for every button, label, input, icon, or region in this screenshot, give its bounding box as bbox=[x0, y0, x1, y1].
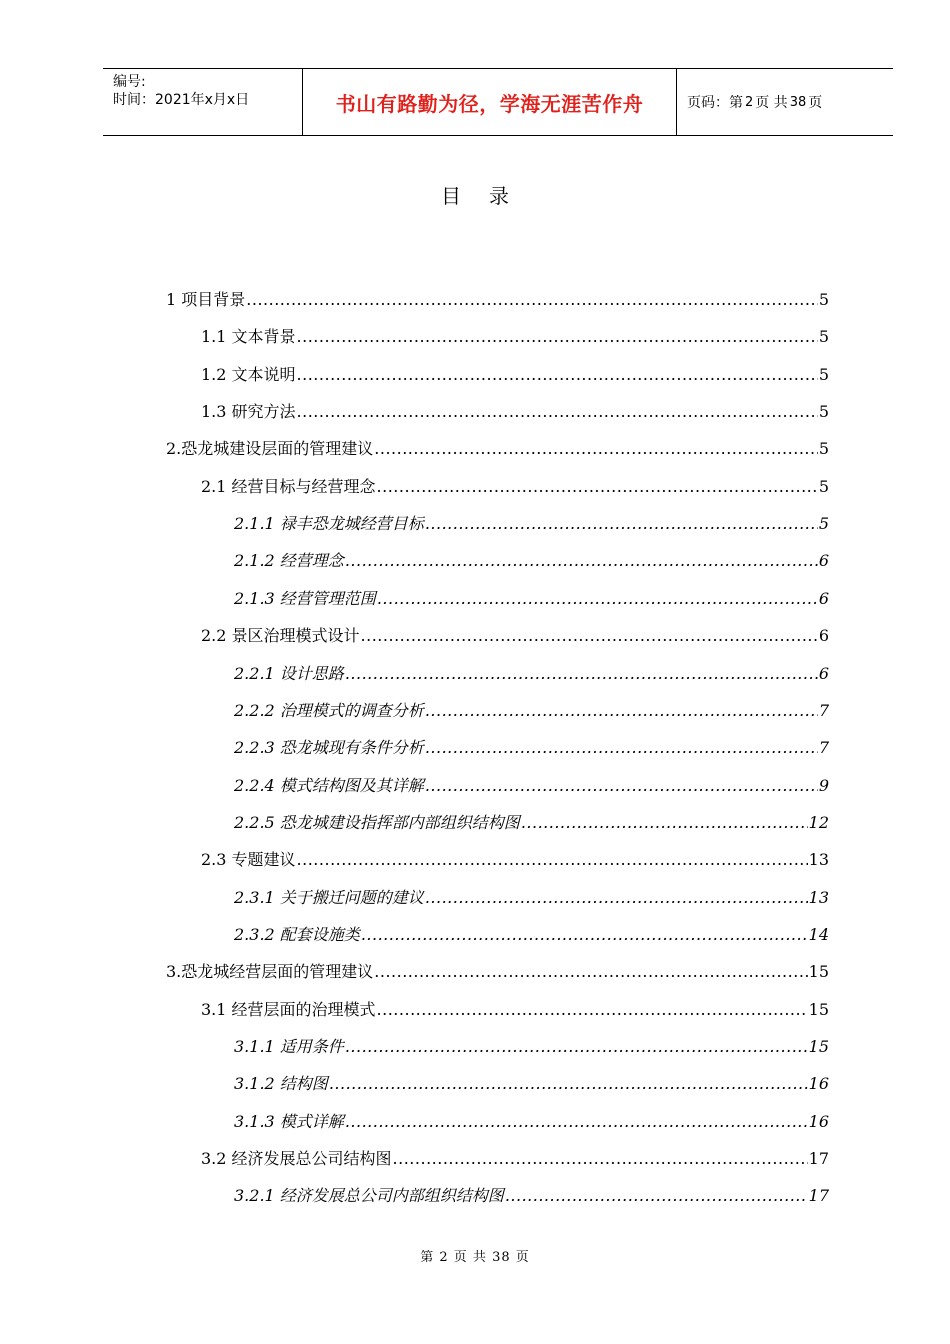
toc-entry[interactable] bbox=[166, 437, 829, 461]
toc-entry[interactable] bbox=[234, 699, 829, 723]
toc-leader-dots bbox=[521, 811, 808, 835]
toc-entry-page: 5 bbox=[818, 402, 829, 422]
toc-entry-page: 6 bbox=[818, 551, 829, 571]
toc-entry[interactable] bbox=[201, 624, 829, 648]
toc-entry-label: 1.1 文本背景 bbox=[201, 327, 296, 347]
toc-entry[interactable] bbox=[234, 736, 829, 760]
toc-entry[interactable] bbox=[201, 325, 829, 349]
toc-entry-label: 1.2 文本说明 bbox=[201, 364, 296, 384]
toc-leader-dots bbox=[425, 774, 818, 798]
toc-leader-dots bbox=[393, 1147, 808, 1171]
toc-leader-dots bbox=[425, 512, 818, 536]
page-header bbox=[103, 68, 893, 136]
toc-entry-label: 2.1.1 禄丰恐龙城经营目标 bbox=[234, 514, 424, 534]
toc-leader-dots bbox=[345, 549, 818, 573]
toc-entry[interactable] bbox=[234, 811, 829, 835]
header-page-total: 38 bbox=[789, 94, 807, 110]
toc-leader-dots bbox=[246, 288, 818, 312]
toc-leader-dots bbox=[425, 886, 808, 910]
toc-entry-label: 2.3.1 关于搬迁问题的建议 bbox=[234, 887, 424, 907]
header-page-suffix: 页 bbox=[808, 95, 823, 111]
toc-entry[interactable] bbox=[166, 960, 829, 984]
toc-entry[interactable] bbox=[234, 774, 829, 798]
toc-leader-dots bbox=[374, 960, 807, 984]
footer-prefix: 第 bbox=[420, 1250, 435, 1265]
toc-leader-dots bbox=[297, 325, 818, 349]
toc-entry[interactable] bbox=[234, 923, 829, 947]
toc-entry-page: 5 bbox=[818, 327, 829, 347]
toc-entry-page: 9 bbox=[818, 775, 829, 795]
toc-entry-page: 14 bbox=[808, 924, 829, 944]
toc-entry[interactable] bbox=[201, 848, 829, 872]
toc-entry-page: 7 bbox=[818, 738, 829, 758]
toc-entry[interactable] bbox=[234, 587, 829, 611]
toc-leader-dots bbox=[377, 998, 808, 1022]
toc-leader-dots bbox=[425, 699, 818, 723]
toc-entry[interactable] bbox=[234, 1110, 829, 1134]
footer-total: 38 bbox=[492, 1250, 511, 1265]
toc-entry[interactable] bbox=[234, 512, 829, 536]
header-motto: 书山有路勤为径，学海无涯苦作舟 bbox=[303, 69, 677, 135]
toc-leader-dots bbox=[345, 1110, 808, 1134]
footer-current: 2 bbox=[439, 1250, 449, 1265]
toc-entry[interactable] bbox=[201, 400, 829, 424]
page-title: 目录 bbox=[441, 184, 537, 208]
toc-entry-label: 3.2 经济发展总公司结构图 bbox=[201, 1149, 392, 1169]
toc-entry-label: 3.1 经营层面的治理模式 bbox=[201, 999, 376, 1019]
toc-leader-dots bbox=[505, 1184, 808, 1208]
toc-entry-page: 5 bbox=[818, 514, 829, 534]
toc-entry-page: 6 bbox=[818, 663, 829, 683]
toc-entry-label: 2.2 景区治理模式设计 bbox=[201, 626, 360, 646]
footer-suffix: 页 bbox=[515, 1250, 530, 1265]
toc-entry-label: 2.恐龙城建设层面的管理建议 bbox=[166, 439, 374, 459]
toc-entry-page: 15 bbox=[808, 962, 829, 982]
code-label: 编号: bbox=[113, 74, 146, 90]
toc-entry-page: 16 bbox=[808, 1111, 829, 1131]
toc-leader-dots bbox=[377, 475, 818, 499]
toc-leader-dots bbox=[297, 400, 818, 424]
toc-entry-label: 2.2.4 模式结构图及其详解 bbox=[234, 775, 424, 795]
toc-entry[interactable] bbox=[201, 475, 829, 499]
header-page-mid: 页 共 bbox=[755, 95, 788, 111]
toc-entry-page: 17 bbox=[808, 1186, 829, 1206]
toc-entry-page: 13 bbox=[808, 887, 829, 907]
toc-entry-label: 2.3 专题建议 bbox=[201, 850, 296, 870]
toc-entry-page: 5 bbox=[818, 364, 829, 384]
toc-entry-label: 2.1 经营目标与经营理念 bbox=[201, 476, 376, 496]
toc-entry[interactable] bbox=[234, 549, 829, 573]
toc-entry-page: 13 bbox=[808, 850, 829, 870]
toc-entry[interactable] bbox=[234, 1184, 829, 1208]
toc-entry[interactable] bbox=[234, 662, 829, 686]
toc-entry-page: 12 bbox=[808, 812, 829, 832]
date-label: 时间：2021年x月x日 bbox=[113, 92, 250, 108]
toc-leader-dots bbox=[297, 848, 808, 872]
toc-entry-label: 2.2.2 治理模式的调查分析 bbox=[234, 700, 424, 720]
toc-entry-label: 2.2.3 恐龙城现有条件分析 bbox=[234, 738, 424, 758]
toc-entry-page: 6 bbox=[818, 626, 829, 646]
toc-entry-label: 1 项目背景 bbox=[166, 290, 246, 309]
toc-entry-page: 5 bbox=[818, 476, 829, 496]
toc-entry[interactable] bbox=[201, 1147, 829, 1171]
toc-entry[interactable] bbox=[201, 998, 829, 1022]
header-meta bbox=[103, 69, 303, 135]
toc-entry-label: 2.2.5 恐龙城建设指挥部内部组织结构图 bbox=[234, 812, 520, 832]
toc-entry-label: 3.2.1 经济发展总公司内部组织结构图 bbox=[234, 1186, 504, 1206]
toc-leader-dots bbox=[374, 437, 818, 461]
toc-entry-label: 2.1.3 经营管理范围 bbox=[234, 588, 376, 608]
header-page-info bbox=[677, 69, 893, 135]
toc-entry-label: 1.3 研究方法 bbox=[201, 402, 296, 422]
toc-entry-label: 3.1.3 模式详解 bbox=[234, 1111, 344, 1131]
toc-entry-label: 3.1.1 适用条件 bbox=[234, 1037, 344, 1056]
toc-entry-label: 3.1.2 结构图 bbox=[234, 1074, 328, 1094]
toc-leader-dots bbox=[297, 363, 818, 387]
toc-entry-label: 2.1.2 经营理念 bbox=[234, 551, 344, 571]
toc-entry-page: 7 bbox=[818, 700, 829, 720]
toc-leader-dots bbox=[345, 1035, 808, 1059]
toc-entry[interactable] bbox=[234, 886, 829, 910]
toc-leader-dots bbox=[425, 736, 818, 760]
toc-entry-label: 3.恐龙城经营层面的管理建议 bbox=[166, 962, 374, 982]
page-footer bbox=[0, 1246, 950, 1265]
toc-entry-label: 2.2.1 设计思路 bbox=[234, 663, 344, 683]
toc-leader-dots bbox=[361, 624, 818, 648]
toc-leader-dots bbox=[329, 1072, 808, 1096]
header-page-current: 2 bbox=[745, 94, 754, 110]
toc-leader-dots bbox=[361, 923, 808, 947]
toc-entry[interactable] bbox=[234, 1072, 829, 1096]
toc-entry[interactable] bbox=[234, 1035, 829, 1059]
toc-entry-page: 17 bbox=[808, 1149, 829, 1169]
header-page-prefix: 页码：第 bbox=[687, 95, 743, 111]
toc-entry[interactable] bbox=[201, 363, 829, 387]
toc-entry[interactable] bbox=[166, 288, 829, 312]
footer-mid: 页 共 bbox=[453, 1250, 487, 1265]
toc-entry-label: 2.3.2 配套设施类 bbox=[234, 924, 360, 944]
toc-entry-page: 6 bbox=[818, 588, 829, 608]
toc-leader-dots bbox=[377, 587, 818, 611]
toc-entry-page: 16 bbox=[808, 1074, 829, 1094]
toc-entry-page: 15 bbox=[808, 999, 829, 1019]
toc-entry-page: 15 bbox=[808, 1037, 829, 1056]
toc-entry-page: 5 bbox=[818, 439, 829, 459]
toc-entry-page: 5 bbox=[818, 290, 829, 309]
toc-leader-dots bbox=[345, 662, 818, 686]
